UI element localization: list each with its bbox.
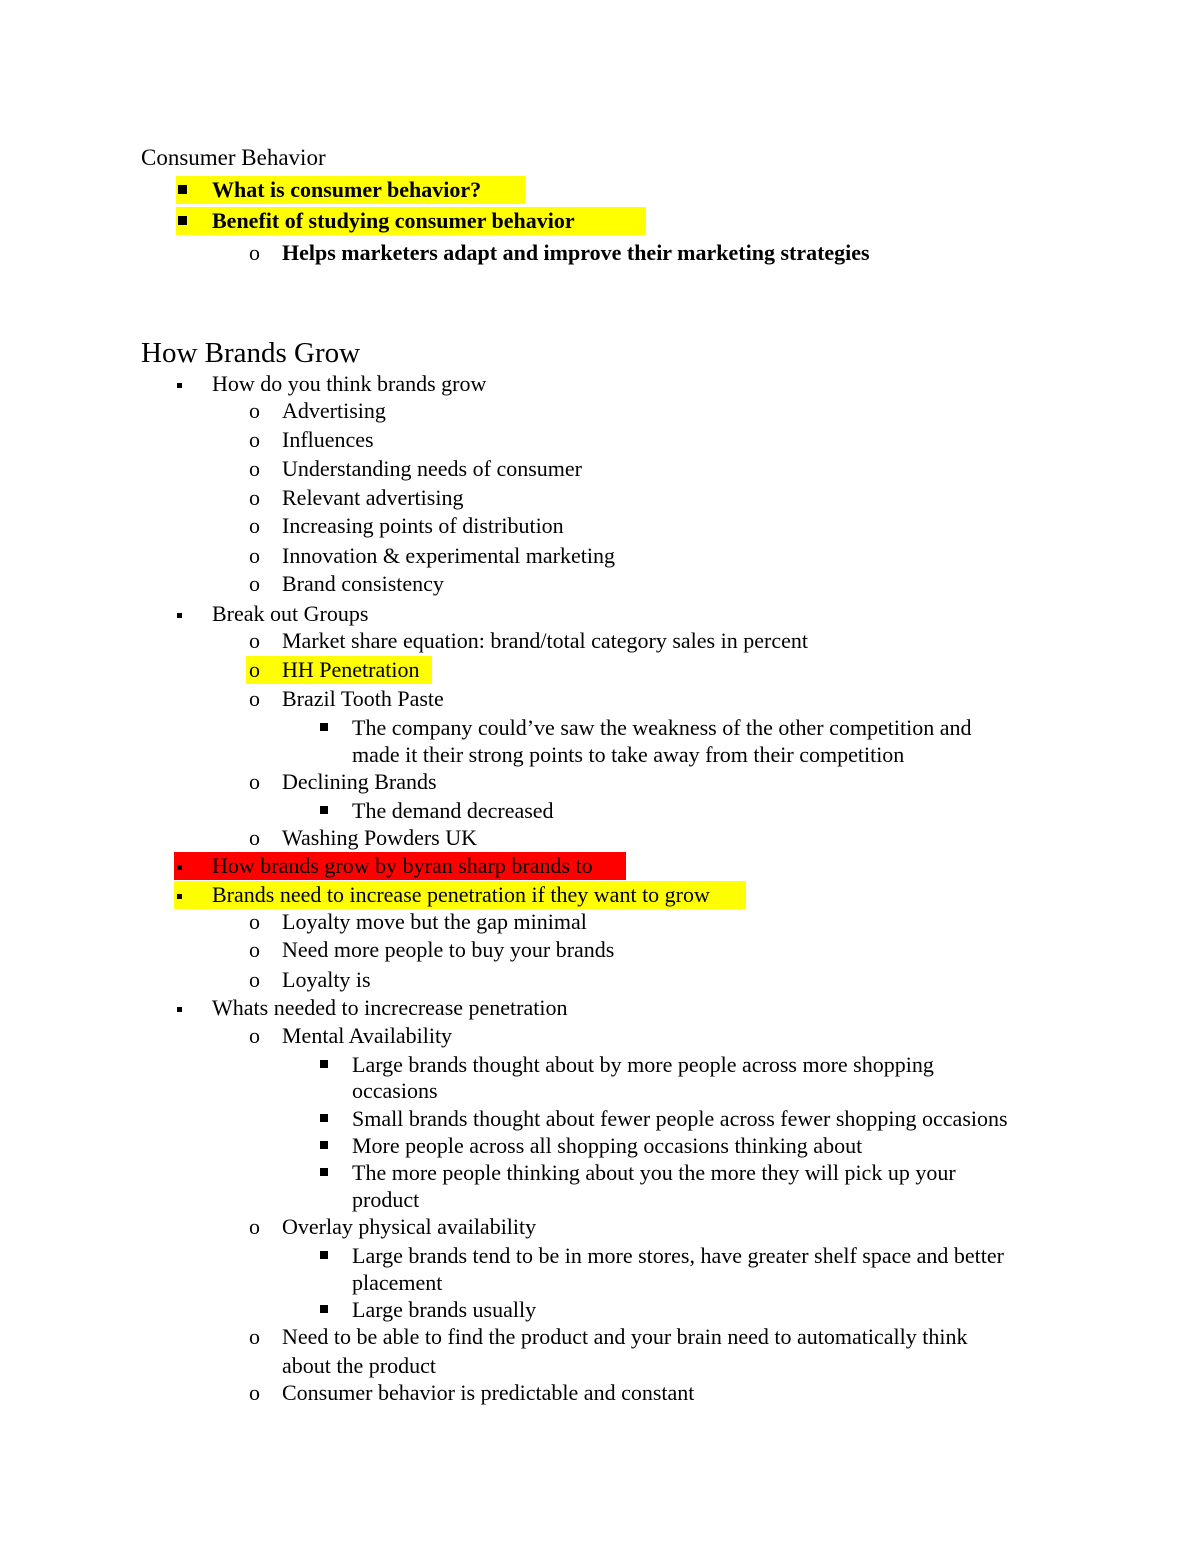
circle-bullet-icon: o (249, 427, 260, 452)
intro-question: What is consumer behavior? (212, 177, 482, 202)
outline-text: Advertising (282, 398, 386, 423)
outline-line-level-3 (0, 1269, 1200, 1297)
intro-item-benefit (0, 207, 1200, 235)
outline-text: Small brands thought about fewer people across fewer shopping occasions (352, 1106, 1008, 1131)
outline-line-level-3 (0, 714, 1200, 742)
outline-line-level-1 (0, 994, 1200, 1022)
circle-bullet-icon: o (249, 909, 260, 934)
outline-line-level-3 (0, 1296, 1200, 1324)
outline-line-level-2 (0, 570, 1200, 598)
outline-text: Break out Groups (212, 601, 369, 626)
outline-line-level-1 (0, 852, 1200, 880)
outline-line-level-2 (0, 426, 1200, 454)
outline-line-level-3 (0, 1051, 1200, 1079)
outline-text: Market share equation: brand/total category sales in percent (282, 628, 808, 653)
outline-text: Brazil Tooth Paste (282, 686, 444, 711)
outline-line-level-2 (0, 908, 1200, 936)
circle-bullet-icon: o (249, 543, 260, 568)
circle-bullet-icon: o (249, 825, 260, 850)
outline-text: about the product (282, 1353, 436, 1378)
outline-text: product (352, 1187, 420, 1212)
outline-text: Washing Powders UK (282, 825, 477, 850)
outline-line-level-1 (0, 881, 1200, 909)
outline-text: How brands grow by byran sharp brands to (212, 853, 593, 878)
circle-bullet-icon: o (249, 769, 260, 794)
outline-line-level-2 (0, 768, 1200, 796)
square-bullet-icon (320, 806, 328, 814)
outline-line-level-3 (0, 1186, 1200, 1214)
outline-line-level-3 (0, 1105, 1200, 1133)
small-square-bullet-icon (177, 865, 182, 870)
square-bullet-icon (320, 1060, 328, 1068)
circle-bullet-icon: o (249, 967, 260, 992)
outline-text: Increasing points of distribution (282, 513, 564, 538)
circle-bullet-icon: o (249, 398, 260, 423)
square-bullet-icon (320, 723, 328, 731)
outline-line-level-2 (0, 542, 1200, 570)
outline-line-level-3 (0, 1077, 1200, 1105)
outline-line-level-3 (0, 1159, 1200, 1187)
outline-line-level-3 (0, 741, 1200, 769)
outline-line-level-2 (0, 1323, 1200, 1351)
outline-text: Need more people to buy your brands (282, 937, 615, 962)
outline-text: placement (352, 1270, 443, 1295)
document-title: Consumer Behavior (141, 145, 326, 170)
outline-text: Large brands thought about by more people across more shopping (352, 1052, 934, 1077)
outline-line-level-2 (0, 627, 1200, 655)
outline-line-level-2 (0, 656, 1200, 684)
small-square-bullet-icon (177, 613, 182, 618)
outline-text: Loyalty is (282, 967, 371, 992)
outline-line-level-2 (0, 966, 1200, 994)
square-bullet-icon (178, 216, 187, 225)
outline-line-level-2 (0, 512, 1200, 540)
outline-line-level-2 (0, 397, 1200, 425)
outline-text: The company could’ve saw the weakness of the other competition and (352, 715, 972, 740)
outline-text: Whats needed to increcrease penetration (212, 995, 568, 1020)
circle-bullet-icon: o (249, 657, 260, 682)
circle-bullet-icon: o (249, 485, 260, 510)
outline-text: Understanding needs of consumer (282, 456, 582, 481)
outline-text: Mental Availability (282, 1023, 453, 1048)
outline-line-level-2 (0, 936, 1200, 964)
outline-line-level-2 (0, 824, 1200, 852)
intro-benefit: Benefit of studying consumer behavior (212, 208, 575, 233)
outline-text: Large brands usually (352, 1297, 537, 1322)
square-bullet-icon (320, 1305, 328, 1313)
square-bullet-icon (320, 1141, 328, 1149)
circle-bullet-icon: o (249, 1380, 260, 1405)
circle-bullet-icon: o (249, 513, 260, 538)
outline-text: Need to be able to find the product and your brain need to automatically think (282, 1324, 968, 1349)
outline-text: How do you think brands grow (212, 371, 487, 396)
intro-answer: Helps marketers adapt and improve their marketing strategies (282, 240, 870, 265)
circle-bullet-icon: o (249, 456, 260, 481)
small-square-bullet-icon (177, 1007, 182, 1012)
outline-text: Relevant advertising (282, 485, 464, 510)
square-bullet-icon (320, 1168, 328, 1176)
outline-text: Brand consistency (282, 571, 444, 596)
square-bullet-icon (320, 1251, 328, 1259)
outline-line-level-2 (0, 455, 1200, 483)
circle-bullet-icon: o (249, 1324, 260, 1349)
outline-line-level-3 (0, 1132, 1200, 1160)
square-bullet-icon (178, 185, 187, 194)
outline-text: HH Penetration (282, 657, 420, 682)
intro-item-what-is (0, 176, 1200, 204)
small-square-bullet-icon (177, 383, 182, 388)
circle-bullet-icon: o (249, 240, 260, 265)
outline-line-level-2 (0, 1213, 1200, 1241)
outline-text: Loyalty move but the gap minimal (282, 909, 587, 934)
outline-text: Brands need to increase penetration if they want to grow (212, 882, 710, 907)
circle-bullet-icon: o (249, 628, 260, 653)
outline-text: More people across all shopping occasions thinking about (352, 1133, 863, 1158)
intro-subitem-helps (0, 239, 1200, 267)
outline-text: occasions (352, 1078, 438, 1103)
circle-bullet-icon: o (249, 1214, 260, 1239)
outline-line-level-2 (0, 1379, 1200, 1407)
outline-text: Innovation & experimental marketing (282, 543, 615, 568)
outline-text: Large brands tend to be in more stores, have greater shelf space and better (352, 1243, 1004, 1268)
outline-line-level-2 (0, 1352, 1200, 1380)
outline-line-level-2 (0, 484, 1200, 512)
small-square-bullet-icon (177, 894, 182, 899)
outline-text: Overlay physical availability (282, 1214, 537, 1239)
square-bullet-icon (320, 1114, 328, 1122)
circle-bullet-icon: o (249, 686, 260, 711)
outline-text: The more people thinking about you the more they will pick up your (352, 1160, 956, 1185)
outline-text: Influences (282, 427, 374, 452)
section-heading: How Brands Grow (141, 337, 361, 369)
outline-line-level-1 (0, 600, 1200, 628)
outline-line-level-3 (0, 1242, 1200, 1270)
outline-line-level-2 (0, 685, 1200, 713)
circle-bullet-icon: o (249, 937, 260, 962)
outline-text: Consumer behavior is predictable and constant (282, 1380, 695, 1405)
outline-text: made it their strong points to take away from their competition (352, 742, 905, 767)
outline-text: The demand decreased (352, 798, 554, 823)
circle-bullet-icon: o (249, 1023, 260, 1048)
circle-bullet-icon: o (249, 571, 260, 596)
outline-line-level-1 (0, 370, 1200, 398)
outline-line-level-3 (0, 797, 1200, 825)
outline-text: Declining Brands (282, 769, 437, 794)
outline-line-level-2 (0, 1022, 1200, 1050)
